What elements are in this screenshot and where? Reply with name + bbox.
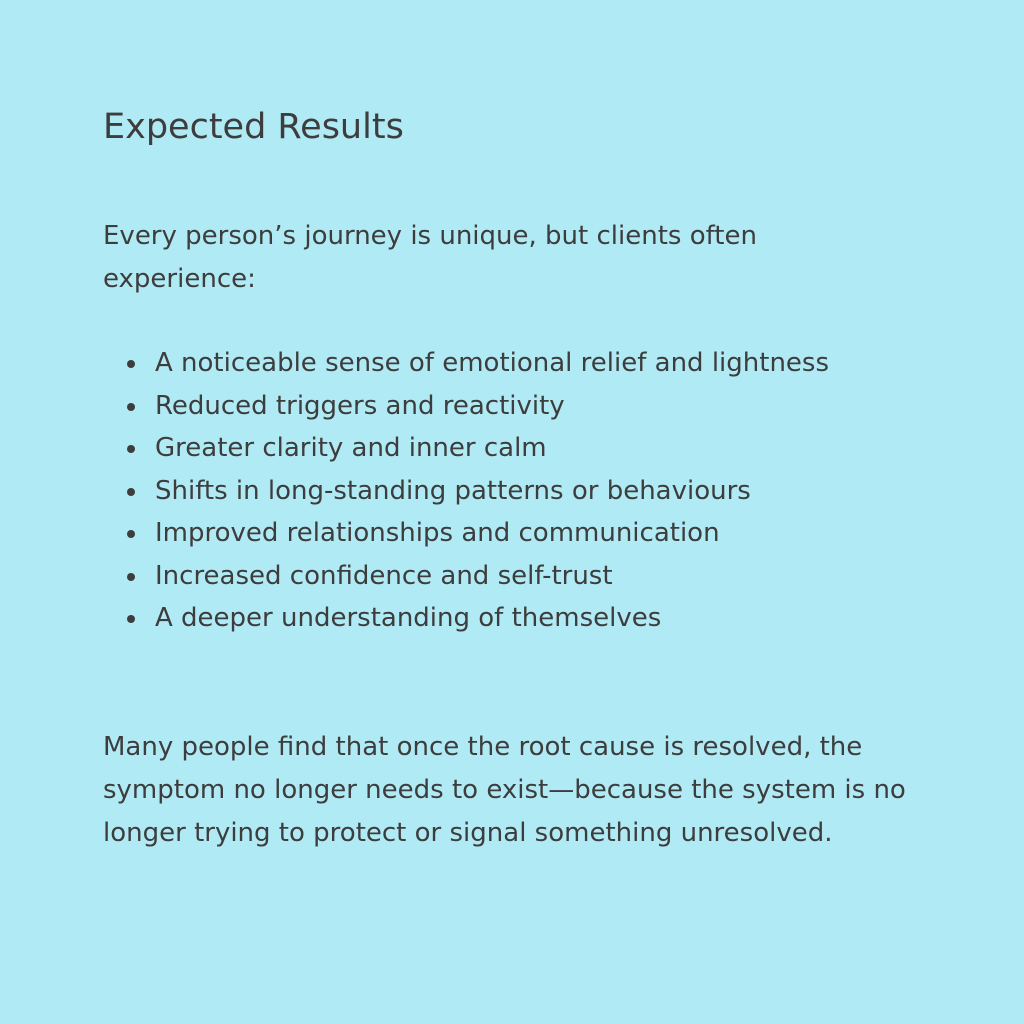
bullet-icon (127, 403, 135, 411)
closing-paragraph: Many people find that once the root cause is resolved, the symptom no longer needs to exist—because the system is no longer trying to protect or signal something unresolved. (103, 732, 906, 848)
bullet-icon (127, 488, 135, 496)
bullet-icon (127, 615, 135, 623)
bullet-icon (127, 445, 135, 453)
bullet-icon (127, 573, 135, 581)
list-item (155, 512, 915, 555)
list-item-text: Greater clarity and inner calm (155, 433, 547, 463)
list-item-text: A deeper understanding of themselves (155, 603, 662, 633)
bullet-icon (127, 360, 135, 368)
list-item (155, 427, 915, 470)
list-item (155, 470, 915, 513)
list-item (155, 385, 915, 428)
list-item-text: Improved relationships and communication (155, 518, 720, 548)
list-item-text: Shifts in long-standing patterns or behaviours (155, 475, 751, 506)
list-item-text: A noticeable sense of emotional relief and lightness (155, 348, 830, 378)
list-item (155, 597, 915, 640)
list-item (155, 555, 915, 598)
page-title: Expected Results (103, 107, 404, 147)
list-item (155, 342, 915, 385)
intro-paragraph: Every person’s journey is unique, but clients often experience: (103, 221, 757, 294)
bullet-icon (127, 530, 135, 538)
results-list (155, 342, 915, 640)
list-item-text: Increased confidence and self-trust (155, 560, 613, 591)
list-item-text: Reduced triggers and reactivity (155, 390, 565, 421)
